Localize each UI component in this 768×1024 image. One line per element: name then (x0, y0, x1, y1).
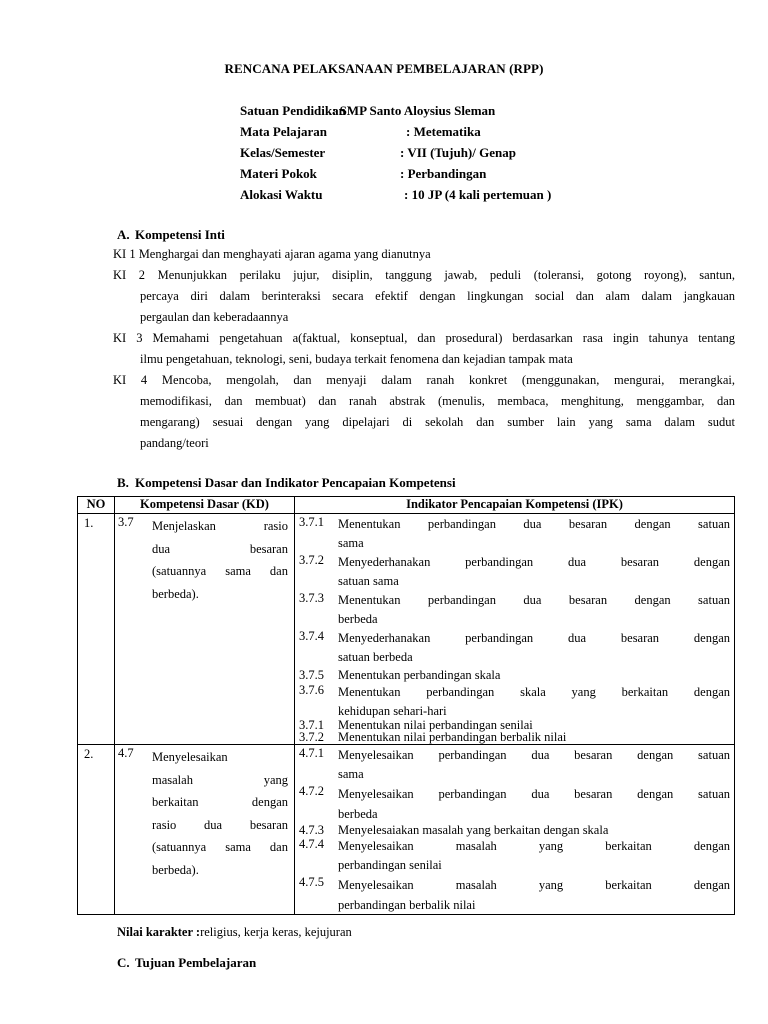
identity-row (240, 124, 660, 145)
ki-3 (113, 328, 735, 370)
ipk-line: satuan berbeda (338, 650, 413, 664)
identity-value: : SMP Santo Aloysius Sleman (332, 103, 496, 118)
ipk-number: 3.7.3 (299, 591, 324, 605)
kd-line: berbeda). (152, 586, 199, 601)
ipk-line: Menyelesaikan masalah yang berkaitan dengan (338, 878, 730, 892)
ki-line: pandang/teori (140, 436, 209, 450)
identity-row (240, 166, 660, 187)
kd-ipk-table (77, 496, 735, 915)
identity-value: : Metematika (406, 124, 481, 139)
ipk-line: berbeda (338, 612, 378, 626)
ipk-line: Menentukan perbandingan dua besaran dengan satuan (338, 593, 730, 607)
ki-1 (113, 244, 735, 265)
table-row (78, 745, 735, 915)
document-title: RENCANA PELAKSANAAN PEMBELAJARAN (RPP) (224, 61, 544, 76)
ipk-item (299, 629, 730, 667)
ipk-item (299, 824, 730, 837)
identity-label: Mata Pelajaran (240, 124, 328, 139)
ipk-number: 3.7.2 (299, 730, 324, 744)
identity-row (240, 187, 660, 208)
kd-text (152, 746, 288, 881)
ipk-number: 3.7.1 (299, 718, 324, 732)
ipk-line: perbandingan berbalik nilai (338, 898, 476, 912)
ipk-item (299, 731, 730, 743)
identity-value: : Perbandingan (400, 166, 487, 181)
header-no: NO (78, 497, 115, 514)
ipk-item (299, 784, 730, 824)
ipk-number: 3.7.5 (299, 668, 324, 682)
ipk-cell (295, 745, 735, 915)
kd-number: 3.7 (118, 515, 134, 529)
ki-line: pergaulan dan keberadaannya (140, 310, 289, 324)
ipk-item (299, 746, 730, 784)
section-title: Kompetensi Dasar dan Indikator Pencapaian Kompetensi (135, 475, 456, 490)
ipk-item (299, 591, 730, 629)
ipk-number: 3.7.4 (299, 629, 324, 643)
ki-line: percaya diri dalam berinteraksi secara efektif dengan lingkungan social dan alam dalam jangkauan (140, 289, 735, 303)
nilai-karakter-label: Nilai karakter : (117, 925, 201, 939)
ipk-line: kehidupan sehari-hari (338, 704, 447, 718)
kd-number: 4.7 (118, 746, 134, 760)
header-kd: Kompetensi Dasar (KD) (115, 497, 295, 514)
ipk-line: Menyelesaikan perbandingan dua besaran dengan satuan (338, 787, 730, 801)
ipk-cell (295, 514, 735, 745)
ipk-line: satuan sama (338, 574, 399, 588)
ipk-line: Menyederhanakan perbandingan dua besaran dengan (338, 555, 730, 569)
ki-line: mengarang) sesuai dengan yang dipelajari di sekolah dan sumber lain yang sama dalam sudut (140, 415, 735, 429)
ki-4 (113, 370, 735, 454)
ipk-number: 4.7.4 (299, 837, 324, 851)
ipk-line: Menentukan nilai perbandingan berbalik nilai (338, 730, 567, 744)
section-c-heading (117, 955, 256, 971)
ipk-line: Menyelesaiakan masalah yang berkaitan dengan skala (338, 823, 609, 837)
nilai-karakter-value: religius, kerja keras, kejujuran (200, 925, 352, 939)
ipk-line: sama (338, 536, 364, 550)
ki-line: KI 2 Menunjukkan perilaku jujur, disiplin, tanggung jawab, peduli (toleransi, gotong royong), santun, (113, 268, 735, 282)
ipk-item (299, 837, 730, 875)
ipk-number: 3.7.2 (299, 553, 324, 567)
identity-label: Alokasi Waktu (240, 187, 323, 202)
ipk-item (299, 515, 730, 553)
section-title: Kompetensi Inti (135, 227, 225, 242)
kd-line: masalah yang (152, 772, 288, 787)
ipk-item (299, 875, 730, 913)
ipk-number: 4.7.3 (299, 823, 324, 837)
identity-label: Satuan Pendidikan (240, 103, 346, 118)
kd-line: (satuannya sama dan (152, 564, 288, 578)
ipk-line: Menyelesaikan masalah yang berkaitan dengan (338, 839, 730, 853)
nilai-karakter (117, 925, 352, 940)
ipk-line: Menyelesaikan perbandingan dua besaran dengan satuan (338, 748, 730, 762)
table-header-row (78, 497, 735, 514)
ipk-item (299, 553, 730, 591)
ki-line: ilmu pengetahuan, teknologi, seni, budaya terkait fenomena dan kejadian tampak mata (140, 352, 573, 366)
ipk-item (299, 667, 730, 683)
kd-line: Menjelaskan rasio (152, 519, 288, 533)
ki-line: KI 4 Mencoba, mengolah, dan menyaji dalam ranah konkret (menggunakan, mengurai, merangkai, (113, 373, 735, 387)
ipk-line: Menentukan perbandingan skala (338, 668, 501, 682)
ki-line: KI 1 Menghargai dan menghayati ajaran agama yang dianutnya (113, 247, 431, 261)
ipk-line: perbandingan senilai (338, 858, 442, 872)
identity-label: Kelas/Semester (240, 145, 326, 160)
section-letter: B. (117, 475, 129, 490)
table-row (78, 514, 735, 745)
ipk-line: Menentukan perbandingan skala yang berkaitan dengan (338, 685, 730, 699)
row-number: 2. (78, 745, 115, 915)
kd-line: (satuannya sama dan (152, 840, 288, 854)
ki-line: KI 3 Memahami pengetahuan a(faktual, konseptual, dan prosedural) berdasarkan rasa ingin tahunya tentang (113, 331, 735, 345)
identity-value: : 10 JP (4 kali pertemuan ) (404, 187, 552, 202)
identity-label: Materi Pokok (240, 166, 317, 181)
section-b-heading (117, 475, 456, 491)
header-ipk: Indikator Pencapaian Kompetensi (IPK) (295, 497, 735, 514)
kd-line: dua besaran (152, 541, 288, 556)
ipk-number: 4.7.2 (299, 784, 324, 798)
row-number: 1. (78, 514, 115, 745)
identity-value: : VII (Tujuh)/ Genap (400, 145, 516, 160)
kd-cell (115, 745, 295, 915)
ipk-line: berbeda (338, 807, 378, 821)
section-a-heading (117, 227, 225, 243)
ipk-number: 4.7.1 (299, 746, 324, 760)
ki-line: memodifikasi, dan membuat) dan ranah abstrak (menulis, membaca, menghitung, menggambar, dan (140, 394, 735, 408)
ki-2 (113, 265, 735, 328)
ipk-number: 3.7.1 (299, 515, 324, 529)
identity-row (240, 145, 660, 166)
ipk-number: 3.7.6 (299, 683, 324, 697)
section-letter: A. (117, 227, 130, 242)
ipk-number: 4.7.5 (299, 875, 324, 889)
kd-text (152, 515, 288, 605)
kd-line: Menyelesaikan (152, 750, 228, 764)
section-title: Tujuan Pembelajaran (135, 955, 257, 970)
section-letter: C. (117, 955, 130, 970)
kd-line: berbeda). (152, 862, 199, 877)
kd-line: berkaitan dengan (152, 795, 288, 809)
kd-cell (115, 514, 295, 745)
ipk-line: Menyederhanakan perbandingan dua besaran dengan (338, 631, 730, 645)
kd-line: rasio dua besaran (152, 817, 288, 832)
ipk-item (299, 683, 730, 719)
identity-row (240, 103, 660, 124)
identity-block (240, 103, 660, 208)
ipk-line: Menentukan nilai perbandingan senilai (338, 718, 533, 732)
ipk-line: sama (338, 767, 364, 781)
ipk-line: Menentukan perbandingan dua besaran dengan satuan (338, 517, 730, 531)
